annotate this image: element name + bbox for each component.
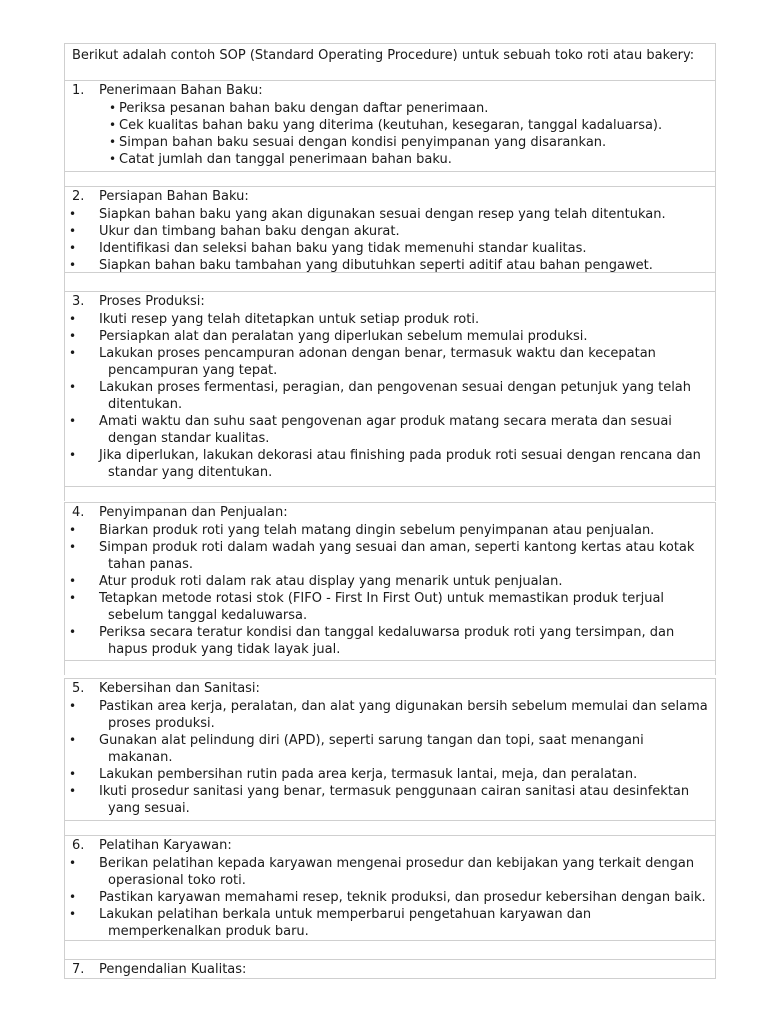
section-heading <box>65 81 715 100</box>
bullet-icon: • <box>69 540 77 554</box>
bullet-icon: • <box>69 241 77 255</box>
list-item-text: proses produksi. <box>108 716 215 731</box>
section-3 <box>64 291 716 501</box>
section-number: 2. <box>72 189 85 204</box>
list-item-continuation <box>65 715 715 732</box>
bullet-icon: • <box>109 101 117 115</box>
list-item-text: sebelum tanggal kedaluwarsa. <box>108 608 308 623</box>
section-title: Penerimaan Bahan Baku: <box>99 83 263 98</box>
bullet-icon: • <box>69 625 77 639</box>
list-item <box>65 906 715 923</box>
list-item-text: yang sesuai. <box>108 801 190 816</box>
bullet-icon: • <box>69 907 77 921</box>
list-item-text: Lakukan proses fermentasi, peragian, dan pengovenan sesuai dengan petunjuk yang telah <box>99 380 692 395</box>
list-item-text: Pastikan karyawan memahami resep, teknik produksi, dan prosedur kebersihan dengan baik. <box>99 890 706 905</box>
section-box <box>64 502 716 661</box>
section-4 <box>64 502 716 675</box>
bullet-icon <box>65 641 99 658</box>
section-heading <box>65 836 715 855</box>
list-item-continuation <box>65 362 715 379</box>
list-item-text: Siapkan bahan baku tambahan yang dibutuhkan seperti aditif atau bahan pengawet. <box>99 258 653 273</box>
bullet-icon: • <box>69 523 77 537</box>
section-box <box>64 959 716 979</box>
section-heading <box>65 679 715 698</box>
list-item <box>65 151 715 168</box>
bullet-icon: • <box>69 856 77 870</box>
bullet-icon: • <box>69 346 77 360</box>
section-title: Pelatihan Karyawan: <box>99 838 232 853</box>
section-spacer <box>64 661 716 675</box>
list-item-text: Gunakan alat pelindung diri (APD), seperti sarung tangan dan topi, saat menangani <box>99 733 644 748</box>
list-item-text: Pastikan area kerja, peralatan, dan alat yang digunakan bersih sebelum memulai dan selama <box>99 699 708 714</box>
list-item <box>65 100 715 117</box>
list-item <box>65 311 715 328</box>
list-item-text: operasional toko roti. <box>108 873 246 888</box>
bullet-icon: • <box>69 380 77 394</box>
bullet-icon <box>65 556 99 573</box>
list-item <box>65 889 715 906</box>
section-title: Proses Produksi: <box>99 294 205 309</box>
list-item <box>65 328 715 345</box>
list-item-text: dengan standar kualitas. <box>108 431 270 446</box>
list-item-text: Amati waktu dan suhu saat pengovenan agar produk matang secara merata dan sesuai <box>99 414 672 429</box>
section-1 <box>64 80 716 186</box>
list-item <box>65 117 715 134</box>
intro-text: Berikut adalah contoh SOP (Standard Operating Procedure) untuk sebuah toko roti atau bakery: <box>72 48 695 63</box>
list-item-continuation <box>65 923 715 940</box>
list-item <box>65 345 715 362</box>
section-box <box>64 835 716 941</box>
list-item <box>65 134 715 151</box>
bullet-icon: • <box>69 733 77 747</box>
section-heading <box>65 187 715 206</box>
bullet-icon: • <box>69 207 77 221</box>
list-item-text: tahan panas. <box>108 557 193 572</box>
section-number: 3. <box>72 294 85 309</box>
list-item-text: Lakukan pembersihan rutin pada area kerja, termasuk lantai, meja, dan peralatan. <box>99 767 638 782</box>
bullet-icon <box>65 800 99 817</box>
bullet-icon: • <box>69 574 77 588</box>
list-item-continuation <box>65 749 715 766</box>
bullet-icon <box>65 749 99 766</box>
list-item <box>65 206 715 223</box>
list-item <box>65 379 715 396</box>
list-item <box>65 855 715 872</box>
list-item-text: Persiapkan alat dan peralatan yang diperlukan sebelum memulai produksi. <box>99 329 588 344</box>
bullet-icon: • <box>69 258 77 272</box>
bullet-icon <box>65 872 99 889</box>
section-number: 6. <box>72 838 85 853</box>
section-title: Penyimpanan dan Penjualan: <box>99 505 288 520</box>
list-item-text: Simpan bahan baku sesuai dengan kondisi penyimpanan yang disarankan. <box>119 135 607 150</box>
list-item-text: makanan. <box>108 750 173 765</box>
list-item-continuation <box>65 607 715 624</box>
section-number: 5. <box>72 681 85 696</box>
section-box <box>64 291 716 487</box>
list-item-text: Ikuti resep yang telah ditetapkan untuk setiap produk roti. <box>99 312 480 327</box>
list-item <box>65 522 715 539</box>
bullet-icon <box>65 923 99 940</box>
bullet-icon: • <box>109 135 117 149</box>
bullet-icon: • <box>69 767 77 781</box>
section-2 <box>64 186 716 291</box>
list-item <box>65 698 715 715</box>
section-spacer <box>64 487 716 501</box>
list-item-text: Identifikasi dan seleksi bahan baku yang tidak memenuhi standar kualitas. <box>99 241 587 256</box>
section-number: 7. <box>72 962 85 977</box>
list-item-text: Catat jumlah dan tanggal penerimaan bahan baku. <box>119 152 452 167</box>
list-item <box>65 590 715 607</box>
list-item <box>65 413 715 430</box>
list-item-text: Atur produk roti dalam rak atau display yang menarik untuk penjualan. <box>99 574 563 589</box>
list-item <box>65 539 715 556</box>
section-spacer <box>64 172 716 186</box>
section-heading <box>65 292 715 311</box>
list-item-continuation <box>65 464 715 481</box>
bullet-icon <box>65 396 99 413</box>
list-item-text: Simpan produk roti dalam wadah yang sesuai dan aman, seperti kantong kertas atau kotak <box>99 540 695 555</box>
section-number: 1. <box>72 83 85 98</box>
bullet-icon: • <box>69 312 77 326</box>
list-item-text: standar yang ditentukan. <box>108 465 273 480</box>
list-item-continuation <box>65 556 715 573</box>
list-item-text: Periksa pesanan bahan baku dengan daftar penerimaan. <box>119 101 489 116</box>
bullet-icon: • <box>69 414 77 428</box>
section-5 <box>64 678 716 835</box>
bullet-icon: • <box>69 784 77 798</box>
list-item <box>65 732 715 749</box>
bullet-icon: • <box>109 118 117 132</box>
section-7 <box>64 959 716 979</box>
list-item-continuation <box>65 872 715 889</box>
list-item-continuation <box>65 800 715 817</box>
list-item <box>65 573 715 590</box>
section-number: 4. <box>72 505 85 520</box>
list-item-text: Siapkan bahan baku yang akan digunakan sesuai dengan resep yang telah ditentukan. <box>99 207 666 222</box>
document-page <box>64 43 716 977</box>
list-item-continuation <box>65 396 715 413</box>
section-heading <box>65 503 715 522</box>
list-item-text: Tetapkan metode rotasi stok (FIFO - First In First Out) untuk memastikan produk terjual <box>99 591 665 606</box>
bullet-icon: • <box>69 329 77 343</box>
section-title: Pengendalian Kualitas: <box>99 962 247 977</box>
bullet-icon <box>65 464 99 481</box>
bullet-icon <box>65 607 99 624</box>
list-item-text: Periksa secara teratur kondisi dan tanggal kedaluwarsa produk roti yang tersimpan, dan <box>99 625 675 640</box>
list-item-text: Ikuti prosedur sanitasi yang benar, termasuk penggunaan cairan sanitasi atau desinfektan <box>99 784 690 799</box>
list-item-text: Ukur dan timbang bahan baku dengan akurat. <box>99 224 400 239</box>
list-item <box>65 447 715 464</box>
bullet-icon: • <box>69 890 77 904</box>
list-item-text: Lakukan pelatihan berkala untuk memperbarui pengetahuan karyawan dan <box>99 907 592 922</box>
list-item-text: Berikan pelatihan kepada karyawan mengenai prosedur dan kebijakan yang terkait dengan <box>99 856 695 871</box>
list-item <box>65 624 715 641</box>
section-heading <box>65 960 715 979</box>
section-6 <box>64 835 716 959</box>
list-item <box>65 223 715 240</box>
list-item-text: Jika diperlukan, lakukan dekorasi atau finishing pada produk roti sesuai dengan rencana dan <box>99 448 701 463</box>
section-title: Persiapan Bahan Baku: <box>99 189 249 204</box>
list-item <box>65 240 715 257</box>
section-spacer <box>64 941 716 959</box>
section-spacer <box>64 821 716 835</box>
bullet-icon: • <box>69 699 77 713</box>
list-item <box>65 766 715 783</box>
list-item-text: ditentukan. <box>108 397 183 412</box>
list-item-continuation <box>65 430 715 447</box>
list-item-text: pencampuran yang tepat. <box>108 363 278 378</box>
section-box <box>64 186 716 273</box>
section-title: Kebersihan dan Sanitasi: <box>99 681 260 696</box>
section-box <box>64 678 716 821</box>
list-item <box>65 257 715 274</box>
bullet-icon <box>65 362 99 379</box>
bullet-icon: • <box>69 448 77 462</box>
list-item-text: Biarkan produk roti yang telah matang dingin sebelum penyimpanan atau penjualan. <box>99 523 655 538</box>
list-item-text: Cek kualitas bahan baku yang diterima (keutuhan, kesegaran, tanggal kadaluarsa). <box>119 118 663 133</box>
bullet-icon: • <box>109 152 117 166</box>
list-item-text: hapus produk yang tidak layak jual. <box>108 642 341 657</box>
section-spacer <box>64 273 716 291</box>
bullet-icon: • <box>69 591 77 605</box>
list-item-text: memperkenalkan produk baru. <box>108 924 309 939</box>
list-item-text: Lakukan proses pencampuran adonan dengan benar, termasuk waktu dan kecepatan <box>99 346 656 361</box>
bullet-icon: • <box>69 224 77 238</box>
list-item <box>65 783 715 800</box>
bullet-icon <box>65 430 99 447</box>
list-item-continuation <box>65 641 715 658</box>
bullet-icon <box>65 715 99 732</box>
section-box <box>64 80 716 172</box>
